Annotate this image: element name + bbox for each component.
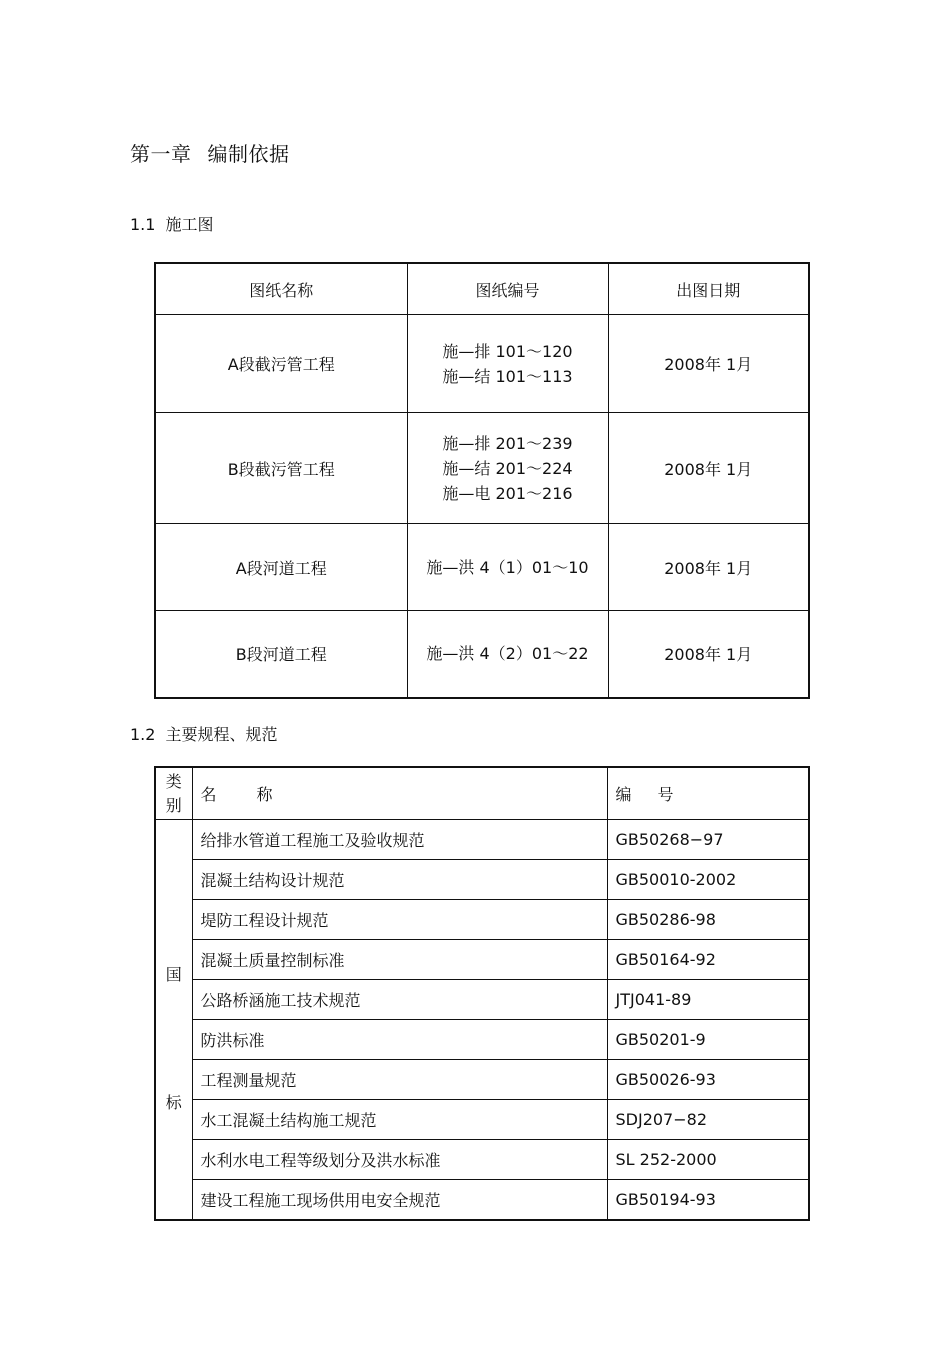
standard-code-cell: JTJ041-89 — [607, 980, 809, 1020]
section-title: 施工图 — [165, 215, 214, 234]
drawing-codes-cell — [407, 315, 608, 413]
section-title: 主要规程、规范 — [165, 725, 278, 744]
standard-name-cell: 水工混凝土结构施工规范 — [192, 1100, 607, 1140]
chapter-number: 第一章 — [130, 142, 192, 166]
drawing-name-cell: B段河道工程 — [155, 611, 407, 698]
table-row — [155, 820, 809, 860]
standards-table — [154, 766, 810, 1221]
drawing-codes-cell — [407, 611, 608, 698]
column-header-drawing-number: 图纸编号 — [407, 263, 608, 315]
category-header-char: 别 — [165, 795, 182, 815]
name-header-char: 称 — [256, 785, 273, 804]
standard-name-cell: 公路桥涵施工技术规范 — [192, 980, 607, 1020]
standard-name-cell: 混凝土质量控制标准 — [192, 940, 607, 980]
drawing-name-cell: A段截污管工程 — [155, 315, 407, 413]
name-header-char: 名 — [200, 785, 217, 804]
table-row — [155, 940, 809, 980]
standard-code-cell: GB50026-93 — [607, 1060, 809, 1100]
column-header-drawing-name: 图纸名称 — [155, 263, 407, 315]
drawing-name-cell: B段截污管工程 — [155, 413, 407, 524]
table-row — [155, 413, 809, 524]
issue-date-cell: 2008年 1月 — [608, 413, 809, 524]
column-header-code — [607, 767, 809, 820]
drawing-code: 施—排 101～120 — [442, 341, 573, 361]
section-heading-standards — [130, 722, 277, 745]
drawing-code: 施—结 101～113 — [442, 366, 573, 386]
column-header-name — [192, 767, 607, 820]
drawing-code: 施—洪 4（1）01～10 — [426, 557, 589, 577]
table-row — [155, 611, 809, 698]
chapter-name: 编制依据 — [207, 142, 290, 166]
standard-code-cell: SDJ207−82 — [607, 1100, 809, 1140]
standard-name-cell: 堤防工程设计规范 — [192, 900, 607, 940]
section-number: 1.2 — [130, 725, 156, 744]
column-header-issue-date: 出图日期 — [608, 263, 809, 315]
category-cell-national-standard — [155, 820, 192, 1221]
table-row — [155, 1020, 809, 1060]
table-row — [155, 860, 809, 900]
drawing-codes-cell — [407, 413, 608, 524]
issue-date-cell: 2008年 1月 — [608, 315, 809, 413]
standard-code-cell: GB50286-98 — [607, 900, 809, 940]
drawings-table — [154, 262, 810, 699]
section-number: 1.1 — [130, 215, 156, 234]
standard-code-cell: GB50194-93 — [607, 1180, 809, 1221]
standard-name-cell: 建设工程施工现场供用电安全规范 — [192, 1180, 607, 1221]
standard-code-cell: GB50010-2002 — [607, 860, 809, 900]
standard-code-cell: SL 252-2000 — [607, 1140, 809, 1180]
standard-code-cell: GB50164-92 — [607, 940, 809, 980]
table-row — [155, 980, 809, 1020]
code-header-char: 编 — [615, 785, 632, 804]
column-header-category — [155, 767, 192, 820]
issue-date-cell: 2008年 1月 — [608, 611, 809, 698]
standard-name-cell: 水利水电工程等级划分及洪水标准 — [192, 1140, 607, 1180]
drawing-code: 施—电 201～216 — [442, 483, 573, 503]
section-heading-drawings — [130, 212, 213, 235]
code-header-char: 号 — [657, 785, 674, 804]
standard-code-cell: GB50201-9 — [607, 1020, 809, 1060]
drawing-name-cell: A段河道工程 — [155, 524, 407, 611]
drawing-codes-cell — [407, 524, 608, 611]
category-char: 国 — [165, 965, 182, 984]
drawing-code: 施—结 201～224 — [442, 458, 573, 478]
table-row — [155, 315, 809, 413]
standard-name-cell: 混凝土结构设计规范 — [192, 860, 607, 900]
table-row — [155, 900, 809, 940]
category-char: 标 — [165, 1093, 182, 1112]
table-header-row — [155, 767, 809, 820]
drawing-code: 施—排 201～239 — [442, 433, 573, 453]
table-header-row — [155, 263, 809, 315]
standard-name-cell: 防洪标准 — [192, 1020, 607, 1060]
standard-code-cell: GB50268−97 — [607, 820, 809, 860]
standard-name-cell: 给排水管道工程施工及验收规范 — [192, 820, 607, 860]
category-header-char: 类 — [165, 771, 182, 791]
table-row — [155, 1180, 809, 1221]
drawing-code: 施—洪 4（2）01～22 — [426, 644, 589, 664]
standard-name-cell: 工程测量规范 — [192, 1060, 607, 1100]
issue-date-cell: 2008年 1月 — [608, 524, 809, 611]
table-row — [155, 1100, 809, 1140]
table-row — [155, 1140, 809, 1180]
chapter-title — [130, 138, 290, 167]
table-row — [155, 524, 809, 611]
table-row — [155, 1060, 809, 1100]
